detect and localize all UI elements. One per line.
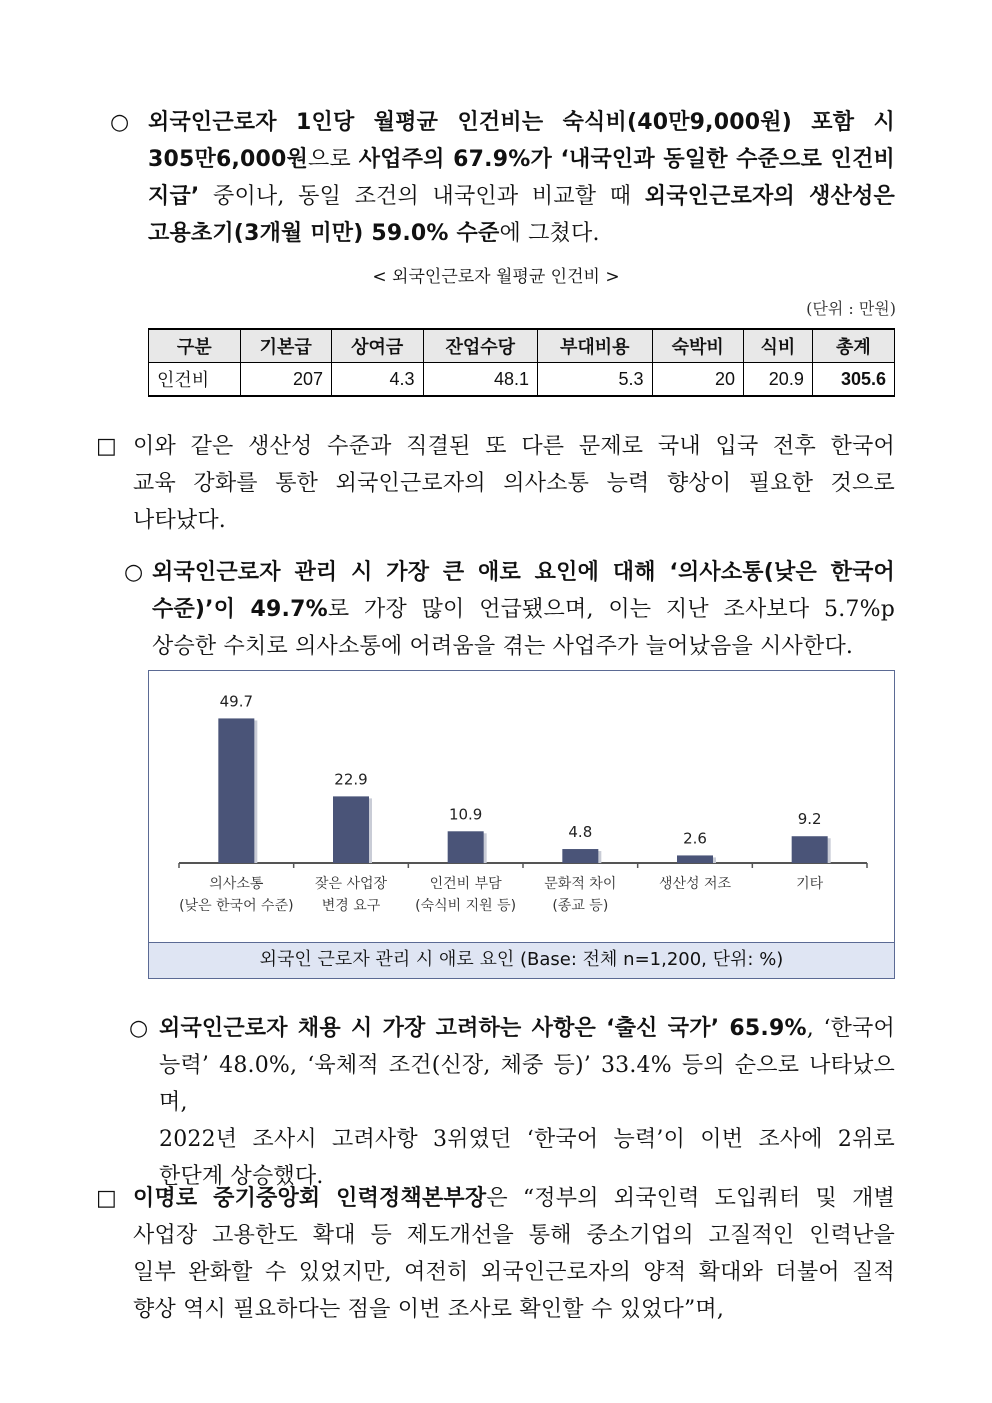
table-header-cell: 잔업수당	[423, 329, 538, 363]
table-cell: 48.1	[423, 363, 538, 397]
chart-data-label: 10.9	[448, 805, 483, 824]
paragraph-5	[96, 1180, 896, 1328]
table-header-cell: 부대비용	[538, 329, 653, 363]
chart-category-label: 기타	[796, 876, 824, 892]
paragraph-5-line-1	[133, 1180, 895, 1217]
chart-category-label: 변경 요구	[321, 898, 381, 914]
paragraph-2-line-1: 이와 같은 생산성 수준과 직결된 또 다른 문제로 국내 입국 전후 한국어	[133, 434, 895, 459]
chart-data-label: 22.9	[334, 770, 368, 789]
paragraph-5-line-2: 사업장 고용한도 확대 등 제도개선을 통해 중소기업의 고질적인 인력난을	[133, 1223, 895, 1248]
paragraph-2-line-2: 교육 강화를 통한 외국인근로자의 의사소통 능력 향상이 필요한 것으로	[133, 471, 895, 496]
bar-chart-plot	[149, 671, 894, 943]
chart-data-label: 2.6	[683, 829, 707, 848]
chart-data-label: 4.8	[568, 823, 593, 842]
text: 으로	[308, 147, 359, 172]
paragraph-1-line-1	[148, 104, 895, 141]
bar-chart	[148, 670, 895, 979]
chart-data-label: 49.7	[219, 692, 254, 711]
table-header-row	[149, 329, 895, 363]
table-cell-total: 305.6	[812, 363, 894, 397]
table-header-cell: 구분	[149, 329, 241, 363]
table-cell: 207	[240, 363, 332, 397]
chart-bar	[792, 836, 828, 863]
square-bullet-icon: □	[96, 1186, 117, 1211]
paragraph-1-line-3	[148, 178, 895, 215]
paragraph-2-line-3: 나타났다.	[133, 508, 227, 533]
chart-category-label: 생산성 저조	[658, 876, 732, 892]
text-bold: 수준)’이 49.7%	[152, 597, 328, 622]
chart-bar	[677, 855, 713, 863]
text: 에 그쳤다.	[499, 221, 600, 246]
table-header-cell: 상여금	[332, 329, 424, 363]
chart-category-label: (종교 등)	[552, 898, 609, 914]
paragraph-4	[129, 1010, 895, 1195]
paragraph-5-line-4: 향상 역시 필요하다는 점을 이번 조사로 확인할 수 있었다”며,	[133, 1297, 725, 1322]
table-cell: 5.3	[538, 363, 653, 397]
table-header-cell: 숙박비	[652, 329, 744, 363]
table-cell: 20	[652, 363, 744, 397]
chart-bar	[218, 718, 254, 863]
text-bold: 지급’	[148, 184, 200, 209]
text: 로 가장 많이 언급됐으며, 이는 지난 조사보다 5.7%p	[327, 597, 895, 622]
table-header-cell: 기본급	[240, 329, 332, 363]
chart-axis	[179, 863, 867, 914]
paragraph-4-line-2: 능력’ 48.0%, ‘육체적 조건(신장, 체중 등)’ 33.4% 등의 순으로 나타났으며,	[159, 1053, 895, 1115]
paragraph-4-line-3: 2022년 조사시 고려사항 3위였던 ‘한국어 능력’이 이번 조사에 2위로	[159, 1127, 895, 1152]
text-bold: 외국인근로자 1인당 월평균 인건비는 숙식비(40만9,000원) 포함 시	[148, 110, 895, 135]
chart-title: 외국인 근로자 관리 시 애로 요인 (Base: 전체 n=1,200, 단위: %)	[149, 942, 894, 978]
chart-bar	[562, 849, 598, 863]
square-bullet-icon: □	[96, 434, 117, 459]
text: , ‘한국어	[806, 1016, 895, 1041]
paragraph-3	[124, 554, 895, 665]
chart-bar	[448, 831, 484, 863]
paragraph-3-line-2	[152, 591, 895, 628]
text-bold: 고용초기(3개월 미만) 59.0% 수준	[148, 221, 500, 246]
chart-bars	[218, 692, 830, 863]
table-row	[149, 363, 895, 397]
circle-bullet-icon: ○	[129, 1016, 149, 1041]
circle-bullet-icon: ○	[124, 560, 144, 585]
chart-category-label: (숙식비 지원 등)	[415, 898, 517, 914]
chart-category-label: (낮은 한국어 수준)	[179, 898, 294, 914]
paragraph-3-line-1	[152, 554, 895, 591]
text: 중이나, 동일 조건의 내국인과 비교할 때	[199, 184, 645, 209]
circle-bullet-icon: ○	[110, 110, 130, 135]
table-header-cell: 식비	[744, 329, 813, 363]
cost-table	[148, 328, 895, 397]
table-header-cell: 총계	[812, 329, 894, 363]
table-cell: 4.3	[332, 363, 424, 397]
table-cell: 인건비	[149, 363, 241, 397]
paragraph-3-line-3	[152, 628, 895, 665]
paragraph-1	[110, 104, 895, 252]
text-bold: 305만6,000원	[148, 147, 309, 172]
table-caption: < 외국인근로자 월평균 인건비 >	[372, 267, 620, 287]
text-bold: 외국인근로자 채용 시 가장 고려하는 사항은 ‘출신 국가’ 65.9%	[159, 1016, 807, 1041]
text-bold: 외국인근로자의 생산성은	[644, 184, 895, 209]
chart-category-label: 문화적 차이	[544, 876, 617, 892]
text-bold: 외국인근로자 관리 시 가장 큰 애로 요인에 대해 ‘의사소통(낮은 한국어	[152, 560, 895, 585]
text-bold: 사업주의 67.9%가 ‘내국인과 동일한 수준으로 인건비	[358, 147, 895, 172]
chart-category-label: 의사소통	[209, 876, 264, 892]
text: 상승한 수치로 의사소통에 어려움을 겪는 사업주가 늘어났음을 시사한다.	[152, 634, 854, 659]
paragraph-4-line-1	[159, 1010, 895, 1047]
text-bold: 이명로 중기중앙회 인력정책본부장	[133, 1186, 487, 1211]
paragraph-1-line-4	[148, 215, 895, 252]
chart-category-label: 잦은 사업장	[314, 876, 388, 892]
paragraph-5-line-3: 일부 완화할 수 있었지만, 여전히 외국인근로자의 양적 확대와 더불어 질적	[133, 1260, 895, 1285]
table-unit: (단위 : 만원)	[806, 299, 896, 318]
chart-category-label: 인건비 부담	[429, 876, 502, 892]
chart-data-label: 9.2	[797, 810, 822, 829]
paragraph-1-line-2	[148, 141, 895, 178]
paragraph-2	[96, 428, 895, 539]
paragraph-4-line-4: 한단계 상승했다.	[159, 1164, 324, 1189]
chart-bar	[333, 796, 369, 863]
text: 은 “정부의 외국인력 도입쿼터 및 개별	[486, 1186, 896, 1211]
table-cell: 20.9	[744, 363, 813, 397]
